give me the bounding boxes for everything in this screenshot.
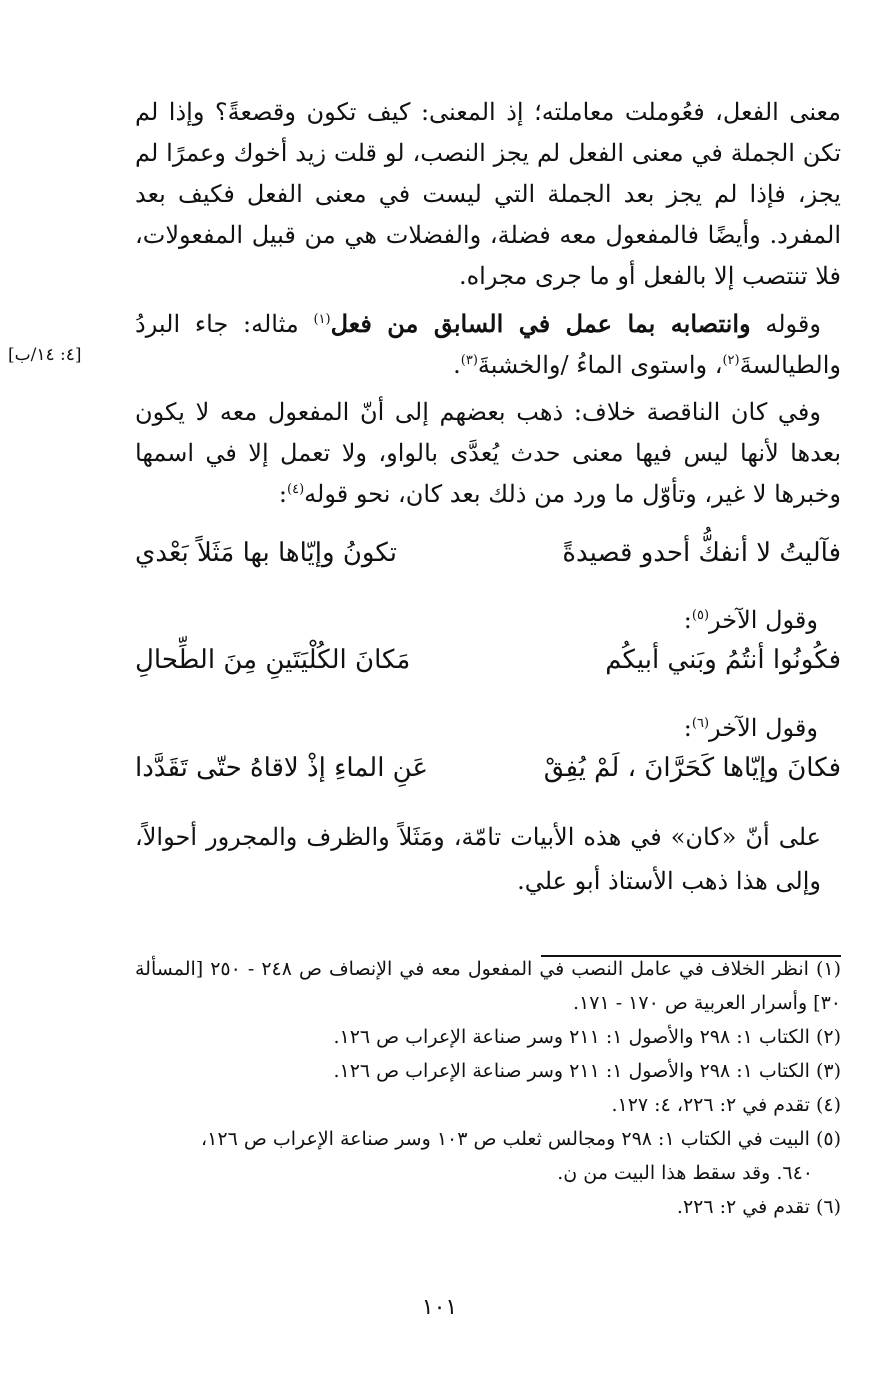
verse-2-intro-end: : [683, 606, 692, 634]
footnote-number: (٣) [815, 1060, 841, 1082]
footnote-ref-1[interactable]: (١) [313, 312, 331, 327]
footnote-ref-4[interactable]: (٤) [287, 482, 305, 497]
footnote-text: البيت في الكتاب ١: ٢٩٨ ومجالس ثعلب ص ١٠٣ وسر صناعة الإعراب ص ١٢٦، [201, 1128, 810, 1150]
para3-end: : [278, 480, 287, 508]
footnote-number: (٢) [815, 1026, 841, 1048]
footnote-text: الكتاب ١: ٢٩٨ والأصول ١: ٢١١ وسر صناعة الإعراب ص ١٢٦. [333, 1026, 810, 1048]
para2-example: مثاله: جاء البردُ والطيالسةَ [135, 310, 841, 379]
footnote-text: انظر الخلاف في عامل النصب في المفعول معه في الإنصاف ص ٢٤٨ - ٢٥٠ [المسألة ٣٠] وأسرار العربية ص ١٧٠ - ١٧١. [135, 958, 841, 1014]
verse-3-intro-end: : [683, 714, 692, 742]
para2-end: . [453, 351, 461, 379]
verse-3-second-hemistich: عَنِ الماءِ إذْ لاقاهُ حتّى تَقَدَّدا [135, 753, 428, 783]
footnote-6 [135, 1190, 841, 1224]
para2-bold-quote: وانتصابه بما عمل في السابق من فعل [330, 309, 751, 338]
footnote-number: (٦) [815, 1196, 841, 1218]
footnote-ref-3[interactable]: (٣) [460, 353, 478, 368]
verse-3-intro [135, 710, 841, 746]
footnote-1 [135, 952, 841, 1020]
footnote-number: (٥) [815, 1128, 841, 1150]
verse-1 [135, 533, 841, 573]
verse-2-intro-text: وقول الآخر [709, 606, 818, 634]
paragraph-2 [135, 303, 841, 386]
page-number: ١٠١ [421, 1295, 458, 1320]
footnote-text: الكتاب ١: ٢٩٨ والأصول ١: ٢١١ وسر صناعة الإعراب ص ١٢٦. [333, 1060, 810, 1082]
verse-2-second-hemistich: مَكانَ الكُلْيَتَينِ مِنَ الطِّحالِ [135, 645, 411, 675]
verse-1-second-hemistich: تكونُ وإيّاها بها مَثَلاً بَعْدي [135, 538, 397, 568]
footnote-ref-2[interactable]: (٢) [722, 353, 740, 368]
footnote-ref-5[interactable]: (٥) [691, 608, 710, 623]
verse-3-intro-text: وقول الآخر [709, 714, 818, 742]
footnote-text: تقدم في ٢: ٢٢٦، ٤: ١٢٧. [611, 1094, 810, 1116]
footnote-ref-6[interactable]: (٦) [691, 716, 710, 731]
footnote-3 [135, 1054, 841, 1088]
verse-2-first-hemistich: فكُونُوا أنتُمُ وبَني أبيكُم [605, 645, 841, 675]
main-text-block-1 [135, 92, 841, 515]
verse-1-first-hemistich: فآليتُ لا أنفكُّ أحدو قصيدةً [562, 538, 841, 568]
footnote-4 [135, 1088, 841, 1122]
footnote-number: (١) [815, 958, 842, 980]
footnote-5 [135, 1122, 841, 1156]
para2-lead: وقوله [750, 310, 821, 338]
paragraph-4: على أنّ «كان» في هذه الأبيات تامّة، ومَثَلاً والظرف والمجرور أحوالاً، وإلى هذا ذهب الأستاذ أبو علي. [135, 823, 822, 895]
verse-3-first-hemistich: فكانَ وإيّاها كَحَرَّانَ ، لَمْ يُفِقْ [543, 753, 841, 783]
footnote-number: (٤) [815, 1094, 841, 1116]
verse-2 [135, 640, 841, 680]
verse-2-intro [135, 602, 841, 638]
para2-middle: ، واستوى الماءُ /والخشبةَ [477, 351, 723, 379]
footnote-2 [135, 1020, 841, 1054]
para3-text: وفي كان الناقصة خلاف: ذهب بعضهم إلى أنّ المفعول معه لا يكون بعدها لأنها ليس فيها معنى حدث يُعدَّى بالواو، ولا تعمل إلا في اسمها وخبرها لا غير، وتأوّل ما ورد من ذلك بعد كان، نحو قوله [135, 398, 841, 508]
verse-3 [135, 748, 841, 788]
paragraph-1: معنى الفعل، فعُوملت معاملته؛ إذ المعنى: كيف تكون وقصعةً؟ وإذا لم تكن الجملة في معنى الفعل لم يجز النصب، لو قلت زيد أخوك وعمرًا لم يجز، فإذا لم يجز بعد الجملة التي ليست في معنى الفعل فكيف بعد المفرد. وأيضًا فالمفعول معه فضلة، والفضلات هي من قبيل المفعولات، فلا تنتصب إلا بالفعل أو ما جرى مجراه. [135, 98, 842, 290]
paragraph-3 [135, 392, 841, 515]
margin-folio-reference: [٤: ١٤/ب] [8, 345, 82, 365]
main-text-block-2 [135, 815, 841, 903]
footnote-5-continuation: ٦٤٠. وقد سقط هذا البيت من ن. [557, 1162, 813, 1184]
footnotes [135, 950, 841, 1224]
footnote-text: تقدم في ٢: ٢٢٦. [676, 1196, 810, 1218]
